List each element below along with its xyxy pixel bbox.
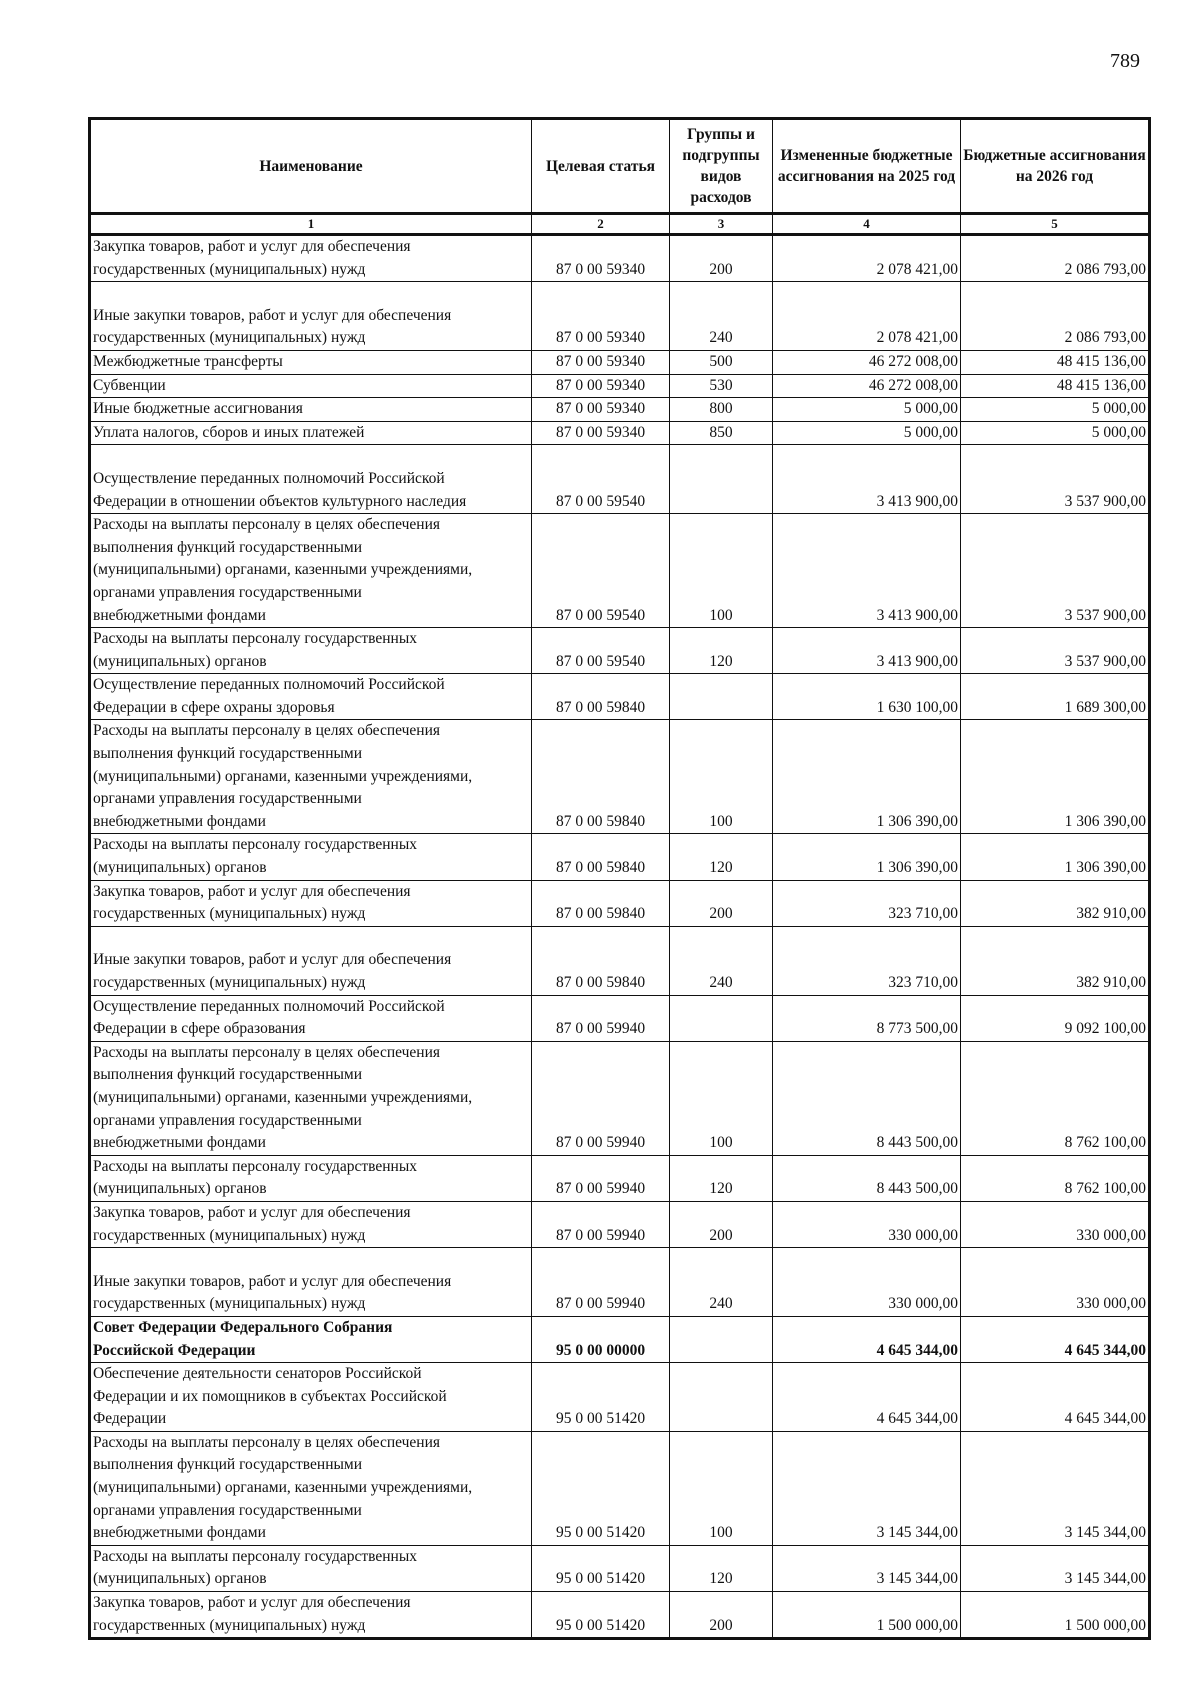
row-allocation-2026-cell: 1 306 390,00 xyxy=(961,720,1150,834)
row-allocation-2026-cell: 330 000,00 xyxy=(961,1201,1150,1247)
row-expense-group-cell: 200 xyxy=(670,880,773,926)
row-target-article-cell: 87 0 00 59840 xyxy=(532,880,670,926)
row-allocation-2026-cell: 5 000,00 xyxy=(961,421,1150,445)
row-expense-group-cell: 120 xyxy=(670,834,773,880)
row-name-cell: Расходы на выплаты персоналу в целях обеспечения выполнения функций государственными (муниципальными) органами, казенными учреждениями, органами управления государственными внебюджетными фондами xyxy=(90,720,532,834)
row-target-article-cell: 95 0 00 51420 xyxy=(532,1363,670,1432)
row-allocation-2026-cell: 8 762 100,00 xyxy=(961,1155,1150,1201)
column-number: 1 xyxy=(90,214,532,235)
column-header-name: Наименование xyxy=(90,119,532,214)
row-expense-group-cell: 120 xyxy=(670,628,773,674)
row-target-article-cell: 87 0 00 59340 xyxy=(532,421,670,445)
row-target-article-cell: 87 0 00 59940 xyxy=(532,1201,670,1247)
row-allocation-2025-cell: 2 078 421,00 xyxy=(773,282,961,351)
row-allocation-2025-cell: 330 000,00 xyxy=(773,1248,961,1317)
column-number: 4 xyxy=(773,214,961,235)
column-header-allocations-2026: Бюджетные ассигнования на 2026 год xyxy=(961,119,1150,214)
table-row xyxy=(90,1363,1150,1432)
table-header-row xyxy=(90,119,1150,214)
column-header-allocations-2025: Измененные бюджетные ассигнования на 2025 год xyxy=(773,119,961,214)
row-allocation-2025-cell: 323 710,00 xyxy=(773,926,961,995)
row-allocation-2025-cell: 3 145 344,00 xyxy=(773,1431,961,1545)
table-row xyxy=(90,421,1150,445)
row-allocation-2025-cell: 330 000,00 xyxy=(773,1201,961,1247)
row-expense-group-cell xyxy=(670,1316,773,1362)
row-target-article-cell: 87 0 00 59940 xyxy=(532,1248,670,1317)
row-name-cell: Расходы на выплаты персоналу государственных (муниципальных) органов xyxy=(90,834,532,880)
row-expense-group-cell xyxy=(670,445,773,514)
table-row xyxy=(90,445,1150,514)
row-allocation-2025-cell: 46 272 008,00 xyxy=(773,374,961,398)
row-expense-group-cell xyxy=(670,995,773,1041)
page-number: 789 xyxy=(1110,50,1140,72)
table-row xyxy=(90,628,1150,674)
row-name-cell: Уплата налогов, сборов и иных платежей xyxy=(90,421,532,445)
column-header-target-article: Целевая статья xyxy=(532,119,670,214)
row-name-cell: Закупка товаров, работ и услуг для обеспечения государственных (муниципальных) нужд xyxy=(90,1592,532,1639)
row-allocation-2026-cell: 382 910,00 xyxy=(961,926,1150,995)
row-allocation-2025-cell: 8 773 500,00 xyxy=(773,995,961,1041)
row-allocation-2026-cell: 5 000,00 xyxy=(961,398,1150,422)
table-row xyxy=(90,720,1150,834)
row-expense-group-cell xyxy=(670,674,773,720)
row-allocation-2025-cell: 3 413 900,00 xyxy=(773,445,961,514)
row-allocation-2026-cell: 3 145 344,00 xyxy=(961,1545,1150,1591)
row-allocation-2025-cell: 4 645 344,00 xyxy=(773,1316,961,1362)
row-allocation-2026-cell: 4 645 344,00 xyxy=(961,1363,1150,1432)
row-name-cell: Расходы на выплаты персоналу государственных (муниципальных) органов xyxy=(90,1545,532,1591)
row-target-article-cell: 87 0 00 59540 xyxy=(532,445,670,514)
row-allocation-2026-cell: 2 086 793,00 xyxy=(961,282,1150,351)
row-target-article-cell: 87 0 00 59940 xyxy=(532,1155,670,1201)
table-row xyxy=(90,282,1150,351)
row-allocation-2026-cell: 3 537 900,00 xyxy=(961,628,1150,674)
row-target-article-cell: 95 0 00 51420 xyxy=(532,1431,670,1545)
row-target-article-cell: 87 0 00 59840 xyxy=(532,834,670,880)
row-allocation-2026-cell: 9 092 100,00 xyxy=(961,995,1150,1041)
table-row xyxy=(90,1316,1150,1362)
row-allocation-2026-cell: 4 645 344,00 xyxy=(961,1316,1150,1362)
column-header-expense-groups: Группы и подгруппы видов расходов xyxy=(670,119,773,214)
row-target-article-cell: 87 0 00 59340 xyxy=(532,374,670,398)
row-allocation-2026-cell: 8 762 100,00 xyxy=(961,1041,1150,1155)
row-name-cell: Осуществление переданных полномочий Российской Федерации в отношении объектов культурного наследия xyxy=(90,445,532,514)
row-allocation-2026-cell: 330 000,00 xyxy=(961,1248,1150,1317)
row-allocation-2025-cell: 1 500 000,00 xyxy=(773,1592,961,1639)
table-row xyxy=(90,1545,1150,1591)
row-expense-group-cell: 200 xyxy=(670,235,773,282)
table-row xyxy=(90,514,1150,628)
table-row xyxy=(90,880,1150,926)
table-row xyxy=(90,674,1150,720)
row-name-cell: Иные бюджетные ассигнования xyxy=(90,398,532,422)
row-allocation-2026-cell: 3 537 900,00 xyxy=(961,445,1150,514)
row-allocation-2026-cell: 3 145 344,00 xyxy=(961,1431,1150,1545)
row-name-cell: Закупка товаров, работ и услуг для обеспечения государственных (муниципальных) нужд xyxy=(90,235,532,282)
row-name-cell: Межбюджетные трансферты xyxy=(90,350,532,374)
row-expense-group-cell: 800 xyxy=(670,398,773,422)
table-row xyxy=(90,1431,1150,1545)
table-row xyxy=(90,834,1150,880)
row-allocation-2025-cell: 46 272 008,00 xyxy=(773,350,961,374)
row-name-cell: Иные закупки товаров, работ и услуг для обеспечения государственных (муниципальных) нужд xyxy=(90,282,532,351)
row-allocation-2026-cell: 48 415 136,00 xyxy=(961,350,1150,374)
row-allocation-2025-cell: 1 630 100,00 xyxy=(773,674,961,720)
row-allocation-2025-cell: 2 078 421,00 xyxy=(773,235,961,282)
row-expense-group-cell: 200 xyxy=(670,1592,773,1639)
row-target-article-cell: 87 0 00 59340 xyxy=(532,235,670,282)
row-allocation-2025-cell: 4 645 344,00 xyxy=(773,1363,961,1432)
row-allocation-2025-cell: 3 145 344,00 xyxy=(773,1545,961,1591)
table-row xyxy=(90,1248,1150,1317)
row-name-cell: Расходы на выплаты персоналу в целях обеспечения выполнения функций государственными (муниципальными) органами, казенными учреждениями, органами управления государственными внебюджетными фондами xyxy=(90,1431,532,1545)
column-number-row xyxy=(90,214,1150,235)
row-allocation-2025-cell: 323 710,00 xyxy=(773,880,961,926)
row-allocation-2025-cell: 8 443 500,00 xyxy=(773,1155,961,1201)
column-number: 3 xyxy=(670,214,773,235)
row-allocation-2026-cell: 1 306 390,00 xyxy=(961,834,1150,880)
table-row xyxy=(90,926,1150,995)
row-expense-group-cell: 530 xyxy=(670,374,773,398)
row-name-cell: Расходы на выплаты персоналу в целях обеспечения выполнения функций государственными (муниципальными) органами, казенными учреждениями, органами управления государственными внебюджетными фондами xyxy=(90,1041,532,1155)
row-name-cell: Расходы на выплаты персоналу государственных (муниципальных) органов xyxy=(90,1155,532,1201)
row-allocation-2026-cell: 1 500 000,00 xyxy=(961,1592,1150,1639)
row-target-article-cell: 87 0 00 59340 xyxy=(532,282,670,351)
row-target-article-cell: 87 0 00 59540 xyxy=(532,628,670,674)
row-allocation-2025-cell: 5 000,00 xyxy=(773,421,961,445)
row-expense-group-cell: 850 xyxy=(670,421,773,445)
table-row xyxy=(90,995,1150,1041)
row-expense-group-cell: 100 xyxy=(670,514,773,628)
row-target-article-cell: 87 0 00 59940 xyxy=(532,995,670,1041)
row-name-cell: Осуществление переданных полномочий Российской Федерации в сфере охраны здоровья xyxy=(90,674,532,720)
row-name-cell: Расходы на выплаты персоналу в целях обеспечения выполнения функций государственными (муниципальными) органами, казенными учреждениями, органами управления государственными внебюджетными фондами xyxy=(90,514,532,628)
row-target-article-cell: 87 0 00 59340 xyxy=(532,398,670,422)
table-row xyxy=(90,1041,1150,1155)
row-allocation-2026-cell: 2 086 793,00 xyxy=(961,235,1150,282)
row-name-cell: Субвенции xyxy=(90,374,532,398)
table-row xyxy=(90,1201,1150,1247)
table-row xyxy=(90,1155,1150,1201)
row-target-article-cell: 87 0 00 59540 xyxy=(532,514,670,628)
row-name-cell: Расходы на выплаты персоналу государственных (муниципальных) органов xyxy=(90,628,532,674)
row-allocation-2026-cell: 3 537 900,00 xyxy=(961,514,1150,628)
column-number: 5 xyxy=(961,214,1150,235)
table-row xyxy=(90,350,1150,374)
row-target-article-cell: 87 0 00 59340 xyxy=(532,350,670,374)
column-number: 2 xyxy=(532,214,670,235)
row-expense-group-cell: 120 xyxy=(670,1155,773,1201)
budget-table xyxy=(88,117,1151,1640)
row-target-article-cell: 87 0 00 59840 xyxy=(532,674,670,720)
row-expense-group-cell xyxy=(670,1363,773,1432)
row-allocation-2025-cell: 8 443 500,00 xyxy=(773,1041,961,1155)
row-name-cell: Иные закупки товаров, работ и услуг для обеспечения государственных (муниципальных) нужд xyxy=(90,926,532,995)
row-name-cell: Совет Федерации Федерального Собрания Российской Федерации xyxy=(90,1316,532,1362)
row-name-cell: Обеспечение деятельности сенаторов Российской Федерации и их помощников в субъектах Российской Федерации xyxy=(90,1363,532,1432)
row-expense-group-cell: 240 xyxy=(670,1248,773,1317)
row-target-article-cell: 87 0 00 59840 xyxy=(532,720,670,834)
row-expense-group-cell: 500 xyxy=(670,350,773,374)
row-expense-group-cell: 100 xyxy=(670,1431,773,1545)
row-allocation-2026-cell: 1 689 300,00 xyxy=(961,674,1150,720)
row-expense-group-cell: 100 xyxy=(670,720,773,834)
row-expense-group-cell: 100 xyxy=(670,1041,773,1155)
row-name-cell: Осуществление переданных полномочий Российской Федерации в сфере образования xyxy=(90,995,532,1041)
row-target-article-cell: 95 0 00 51420 xyxy=(532,1545,670,1591)
table-row xyxy=(90,1592,1150,1639)
row-target-article-cell: 87 0 00 59840 xyxy=(532,926,670,995)
table-row xyxy=(90,235,1150,282)
row-allocation-2025-cell: 5 000,00 xyxy=(773,398,961,422)
table-row xyxy=(90,398,1150,422)
row-target-article-cell: 95 0 00 51420 xyxy=(532,1592,670,1639)
row-expense-group-cell: 120 xyxy=(670,1545,773,1591)
row-name-cell: Иные закупки товаров, работ и услуг для обеспечения государственных (муниципальных) нужд xyxy=(90,1248,532,1317)
table-body xyxy=(90,235,1150,1639)
row-name-cell: Закупка товаров, работ и услуг для обеспечения государственных (муниципальных) нужд xyxy=(90,880,532,926)
row-allocation-2025-cell: 3 413 900,00 xyxy=(773,514,961,628)
row-expense-group-cell: 240 xyxy=(670,926,773,995)
row-allocation-2025-cell: 3 413 900,00 xyxy=(773,628,961,674)
row-allocation-2025-cell: 1 306 390,00 xyxy=(773,834,961,880)
row-allocation-2025-cell: 1 306 390,00 xyxy=(773,720,961,834)
row-allocation-2026-cell: 382 910,00 xyxy=(961,880,1150,926)
row-allocation-2026-cell: 48 415 136,00 xyxy=(961,374,1150,398)
row-expense-group-cell: 200 xyxy=(670,1201,773,1247)
row-target-article-cell: 95 0 00 00000 xyxy=(532,1316,670,1362)
table-row xyxy=(90,374,1150,398)
row-target-article-cell: 87 0 00 59940 xyxy=(532,1041,670,1155)
row-name-cell: Закупка товаров, работ и услуг для обеспечения государственных (муниципальных) нужд xyxy=(90,1201,532,1247)
row-expense-group-cell: 240 xyxy=(670,282,773,351)
